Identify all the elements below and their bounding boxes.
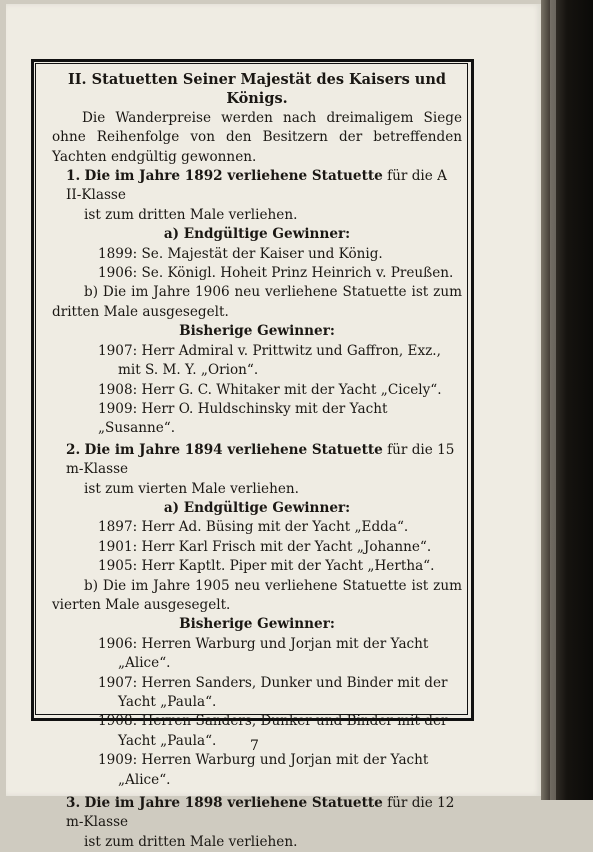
item2-winner-b-7: „Alice“.	[118, 771, 171, 788]
item1-winner-b-3: 1909: Herr O. Huldschinsky mit der Yacht „Susanne“.	[98, 400, 388, 437]
item1-number: 1.	[66, 168, 81, 185]
item2-line2: ist zum vierten Male verliehen.	[84, 480, 299, 497]
section-title: II. Statuetten Seiner Majestät des Kaisers und Königs.	[67, 71, 447, 108]
item2-b-text: b) Die im Jahre 1905 neu verliehene Statuette ist zum vierten Male ausgesegelt.	[52, 577, 462, 613]
item2-winner-b-1: „Alice“.	[118, 655, 171, 672]
main-text	[52, 70, 462, 852]
item2-number: 2.	[66, 441, 81, 458]
item1-heading	[52, 167, 462, 206]
item2-winner-b-4: 1908: Herren Sanders, Dunker und Binder mit der	[98, 713, 448, 730]
item1-winner-a-0: 1899: Se. Majestät der Kaiser und König.	[98, 245, 383, 262]
item2-winner-b-0: 1906: Herren Warburg und Jorjan mit der Yacht	[98, 635, 429, 652]
item2-winner-b-3: Yacht „Paula“.	[118, 694, 217, 710]
item2-sub-a: a) Endgültige Gewinner:	[163, 499, 351, 516]
item1-sub-a: a) Endgültige Gewinner:	[163, 226, 351, 243]
item2-winner-b-5: Yacht „Paula“.	[118, 732, 217, 749]
item3-rest: für die 12 m-Klasse	[66, 795, 455, 831]
item2-winner-a-0: 1897: Herr Ad. Büsing mit der Yacht „Edda“.	[98, 519, 409, 536]
item1-winner-a-1: 1906: Se. Königl. Hoheit Prinz Heinrich v. Preußen.	[98, 265, 454, 282]
item1-sub-b: Bisherige Gewinner:	[179, 323, 335, 340]
item3-line2: ist zum dritten Male verliehen.	[84, 833, 298, 850]
page-number: 7	[250, 738, 259, 754]
page-stack	[550, 0, 556, 800]
item2-heading	[52, 441, 462, 480]
item1-line2: ist zum dritten Male verliehen.	[84, 206, 298, 223]
item1-winner-b-0: 1907: Herr Admiral v. Prittwitz und Gaffron, Exz.,	[98, 342, 441, 359]
item2-winner-b-6: 1909: Herren Warburg und Jorjan mit der Yacht	[98, 752, 429, 769]
item1-winner-b-1: mit S. M. Y. „Orion“.	[118, 362, 259, 379]
item2-rest: für die 15 m-Klasse	[66, 441, 455, 478]
item2-winner-a-2: 1905: Herr Kaptlt. Piper mit der Yacht „Hertha“.	[98, 558, 435, 575]
item3-bold: Die im Jahre 1898 verliehene Statuette	[84, 795, 383, 812]
item1-b-text: b) Die im Jahre 1906 neu verliehene Statuette ist zum dritten Male ausgesegelt.	[52, 284, 462, 320]
item1-rest: für die A II-Klasse	[66, 168, 447, 204]
item2-bold: Die im Jahre 1894 verliehene Statuette	[84, 441, 383, 458]
item2-winner-a-1: 1901: Herr Karl Frisch mit der Yacht „Johanne“.	[98, 538, 432, 555]
item1-winner-b-2: 1908: Herr G. C. Whitaker mit der Yacht „Cicely“.	[98, 381, 442, 398]
item2-sub-b: Bisherige Gewinner:	[179, 616, 335, 633]
item2-winner-b-2: 1907: Herren Sanders, Dunker und Binder mit der	[98, 674, 448, 691]
item3-number: 3.	[66, 795, 81, 812]
book-edge	[541, 0, 593, 800]
intro-paragraph: Die Wanderpreise werden nach dreimaligem Siege ohne Reihenfolge von den Besitzern der betreffenden Yachten endgültig gewonnen.	[52, 109, 462, 165]
item1-bold: Die im Jahre 1892 verliehene Statuette	[84, 168, 383, 185]
